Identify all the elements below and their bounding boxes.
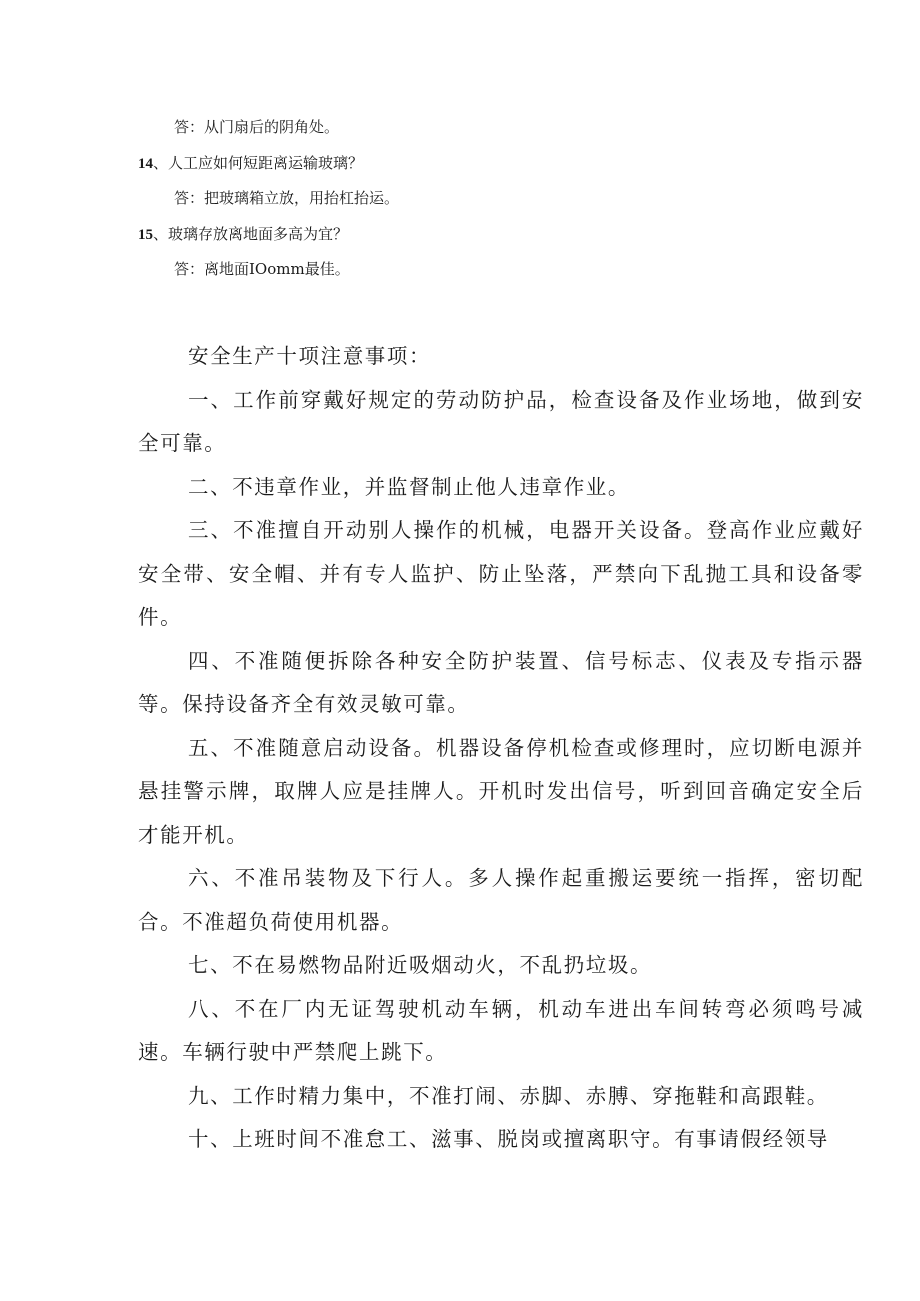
rule-item-1: 一、工作前穿戴好规定的劳动防护品，检查设备及作业场地，做到安全可靠。	[138, 387, 864, 455]
qa-section	[138, 118, 858, 296]
question-14-number: 14	[138, 156, 153, 172]
rule-item-10: 十、上班时间不准怠工、滋事、脱岗或擅离职守。有事请假经领导	[188, 1127, 829, 1151]
question-15	[138, 225, 858, 244]
rule-item-3: 三、不准擅自开动别人操作的机械，电器开关设备。登高作业应戴好安全带、安全帽、并有专人监护、防止坠落，严禁向下乱抛工具和设备零件。	[138, 518, 864, 629]
rule-item-7: 七、不在易燃物品附近吸烟动火，不乱扔垃圾。	[188, 953, 653, 977]
safety-rules-heading: 安全生产十项注意事项：	[188, 344, 432, 368]
rule-item-2: 二、不违章作业，并监督制止他人违章作业。	[188, 474, 630, 499]
question-14	[138, 154, 858, 173]
question-15-number: 15	[138, 227, 153, 243]
rule-item-5: 五、不准随意启动设备。机器设备停机检查或修理时，应切断电源并悬挂警示牌，取牌人应是挂牌人。开机时发出信号，听到回音确定安全后才能开机。	[138, 735, 864, 847]
safety-rules-section	[138, 335, 864, 1162]
question-14-text: 、人工应如何短距离运输玻璃？	[153, 154, 364, 172]
answer-13: 答：从门扇后的阴角处。	[174, 118, 340, 136]
rule-item-4: 四、不准随便拆除各种安全防护装置、信号标志、仪表及专指示器等。保持设备齐全有效灵敏可靠。	[138, 648, 864, 716]
answer-14: 答：把玻璃箱立放，用抬杠抬运。	[174, 189, 400, 207]
question-15-text: 、玻璃存放离地面多高为宜？	[153, 225, 349, 243]
rule-item-8: 八、不在厂内无证驾驶机动车辆，机动车进出车间转弯必须鸣号减速。车辆行驶中严禁爬上跳下。	[138, 996, 864, 1064]
answer-15: 答：离地面IOomm最佳。	[174, 260, 350, 278]
rule-item-6: 六、不准吊装物及下行人。多人操作起重搬运要统一指挥，密切配合。不准超负荷使用机器。	[138, 866, 864, 934]
rule-item-9: 九、工作时精力集中，不准打闹、赤脚、赤膊、穿拖鞋和高跟鞋。	[188, 1083, 829, 1108]
